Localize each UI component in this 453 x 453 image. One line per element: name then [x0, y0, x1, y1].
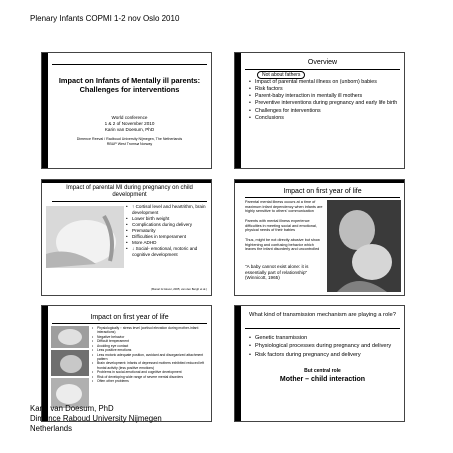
list-item: • Challenges for interventions [249, 108, 398, 115]
mother-child-interaction: Mother – child interaction [279, 376, 366, 383]
list-item: • Conclusions [249, 115, 398, 122]
slide-side-bar [42, 53, 48, 168]
winnicott-quote: "A baby cannot exist alone: it is essentially part of relationship" (Winnicott, 1965) [245, 264, 309, 281]
list-item: • Risk of developing wide range of severe mental disorders [92, 375, 207, 379]
list-item: • Genetic transmission [249, 334, 400, 342]
list-item: • Lower birth weight [126, 216, 207, 222]
list-item: • Impact of parental mental illness on (unborn) babies [249, 79, 398, 86]
list-item: • Risk factors during pregnancy and delivery [249, 351, 400, 359]
list-item: • Brain development: infants of depressed mothers exhibited reduced left frontal activity (less positive emotions) [92, 361, 207, 370]
list-item: • ↑ Cortisol level and heartrithm, brain development [126, 204, 207, 216]
list-item: • More ADHD [126, 240, 207, 246]
paragraph-3: Thus, might be not directly abusive but show frightening and confusing behavior which leaves the infant disorderly and uncontrolled [245, 238, 320, 252]
list-item: • Less positive emotions [92, 348, 207, 352]
list-item: • Preventive interventions during pregnancy and early life birth [249, 100, 398, 107]
but-central-role: But central role [304, 368, 341, 374]
impact-list [126, 204, 207, 258]
slide-side-bar [235, 306, 241, 421]
slide-transmission[interactable] [234, 305, 405, 422]
list-item: • Prematurity [126, 228, 207, 234]
slide-title-text: Impact on first year of life [283, 188, 362, 195]
slide-top-rule [245, 69, 400, 70]
list-item: • Complications during delivery [126, 222, 207, 228]
list-item: • Risk factors [249, 86, 398, 93]
slide-side-bar [235, 53, 241, 168]
slide-title-text: What kind of transmission mechanism are playing a role? [249, 312, 396, 318]
list-item: • Physiologically ↑ stress level (cortisol elevation during mother-infant interactions) [92, 326, 207, 335]
footer-name: Karin van Doesum, PhD [30, 404, 114, 413]
list-item: • ↓ Social- emotional, motoric and cognitive development [126, 246, 207, 258]
pregnant-belly-photo [46, 206, 124, 268]
slide-title-text: Impact of parental MI during pregnancy on child development [66, 185, 193, 198]
list-item: • Difficulties in temperament [126, 234, 207, 240]
overview-list [249, 79, 398, 122]
infant-photo-1 [51, 326, 89, 348]
mother-baby-photo [327, 200, 401, 292]
slide-title-text: Impact on first year of life [90, 314, 169, 321]
slide-impact-first-year[interactable] [234, 179, 405, 296]
list-item: • Parent-baby interaction in mentally ill mothers [249, 93, 398, 100]
slide-top-rule [52, 64, 207, 65]
slide-title-text: Impact on Infants of Mentally ill parents: Challenges for interventions [58, 76, 201, 94]
impact-list [92, 326, 207, 383]
list-item: • Often other problems [92, 379, 207, 383]
footer-country: Netherlands [30, 424, 73, 434]
affiliation-1: Dimence Reeval / Radboud University Nijmegen, The Netherlands [76, 137, 183, 141]
author-name: Karin van Doesum, PhD [104, 127, 155, 132]
transmission-list [249, 334, 400, 359]
slide-top-strip [235, 180, 404, 183]
list-item: • Negative behavior [92, 335, 207, 339]
page-header: Plenary Infants COPMI 1-2 nov Oslo 2010 [30, 14, 180, 23]
slide-top-rule [52, 201, 207, 202]
slide-title-text: Overview [307, 59, 338, 66]
not-about-fathers-tag: Not about fathers [257, 71, 305, 79]
slide-top-rule [245, 197, 400, 198]
list-item: • Problems in social-emotional and cognitive development [92, 370, 207, 374]
slide-impact-pregnancy[interactable] [41, 179, 212, 296]
event-name: World conference [111, 115, 148, 120]
affiliation-2: RBUP West Tromsø Norway [106, 142, 153, 146]
slide-top-rule [245, 328, 400, 329]
citation: (Bonari & Glover, 2005; van den Bergh et al.) [151, 287, 207, 291]
infant-photo-2 [51, 350, 89, 376]
paragraph-2: Parents with mental illness experience difficulties in meeting social and emotional, physical needs of their babies [245, 219, 317, 233]
list-item: • Physiological processes during pregnancy and delivery [249, 342, 400, 350]
paragraph-1: Parental mental illness occurs at a time of maximum infant dependency when infants are highly sensitive to others' communication [245, 200, 323, 214]
footer-org: Dimence Raboud University Nijmegen [30, 414, 162, 424]
list-item: • Avoiding eye contact [92, 344, 207, 348]
slide-overview[interactable] [234, 52, 405, 169]
list-item: • Difficult temperament [92, 339, 207, 343]
event-dates: 1 & 2 of November 2010 [104, 121, 155, 126]
slide-top-rule [52, 323, 207, 324]
slide-top-strip [42, 180, 211, 183]
footer [30, 404, 162, 434]
slide-title[interactable] [41, 52, 212, 169]
list-item: • Less motoric adequate position, avoidant and disorganized attachment pattern [92, 353, 207, 362]
